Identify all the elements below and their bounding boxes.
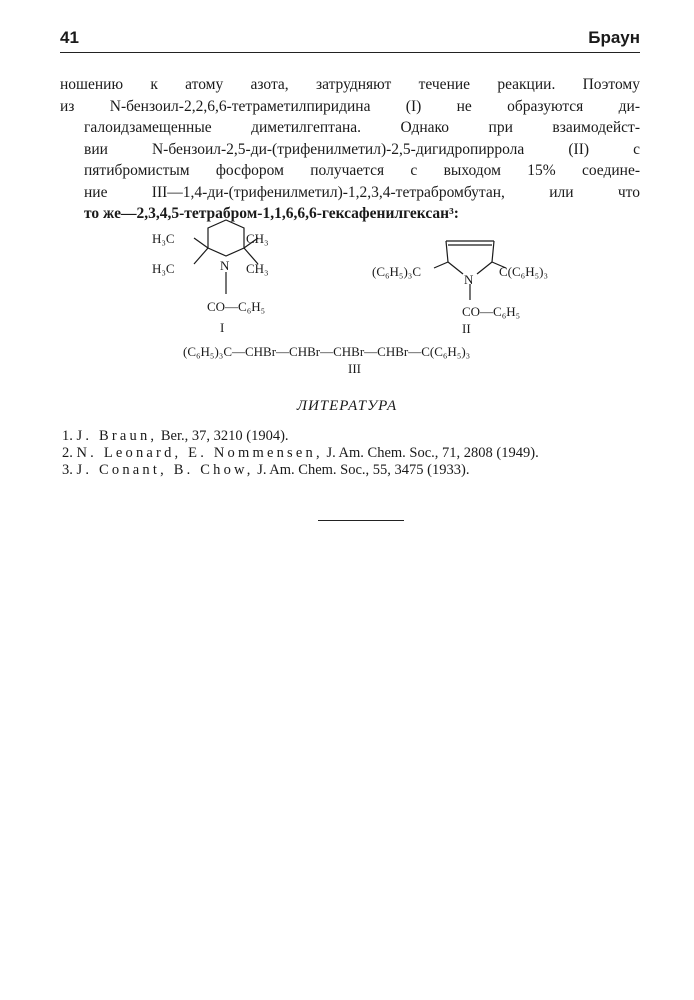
- ring-I: [208, 220, 244, 256]
- bond: [446, 241, 448, 262]
- reference-source: J. Am. Chem. Soc., 71, 2808 (1949).: [326, 445, 539, 461]
- reference-item: [62, 462, 642, 479]
- bond: [194, 238, 208, 248]
- bond: [448, 262, 463, 274]
- page-number: 41: [60, 28, 79, 47]
- reference-number: 1.: [62, 428, 73, 444]
- reference-number: 2.: [62, 445, 73, 461]
- reference-source: J. Am. Chem. Soc., 55, 3475 (1933).: [257, 462, 470, 478]
- reference-number: 3.: [62, 462, 73, 478]
- reference-author: J. Conant, B. Chow,: [76, 462, 254, 478]
- benzoyl-II: CO—C₆H₅: [462, 304, 521, 319]
- body-paragraph: [60, 74, 640, 225]
- references-list: [62, 428, 642, 479]
- h3c-top: H₃C: [152, 231, 175, 246]
- body-line: то же—2,3,4,5-тетрабром-1,1,6,6,6-гексафенилгексан³:: [84, 205, 459, 222]
- nitrogen-II: N: [464, 272, 474, 287]
- page-header: [60, 28, 640, 50]
- label-I: I: [220, 320, 225, 335]
- structure-III: [183, 344, 470, 376]
- nitrogen-I: N: [220, 258, 230, 273]
- bond: [492, 262, 506, 268]
- left-group-II: (C₆H₅)₃C: [372, 264, 421, 279]
- bond: [244, 248, 258, 264]
- reference-item: [62, 445, 642, 462]
- label-II: II: [462, 321, 471, 336]
- end-rule: [318, 520, 404, 521]
- body-line: пятибромистым фосфором получается с выходом 15% соедине-: [84, 162, 640, 179]
- label-III: III: [348, 361, 361, 376]
- ch3-top: CH₃: [246, 231, 269, 246]
- benzoyl-I: CO—C₆H₅: [207, 299, 266, 314]
- body-line: ние III—1,4-ди-(трифенилметил)-1,2,3,4-тетрабромбутан, или что: [84, 183, 640, 201]
- body-line: из N-бензоил-2,2,6,6-тетраметилпиридина (I) не образуются ди-: [60, 97, 640, 115]
- bond: [434, 262, 448, 268]
- bond: [492, 241, 494, 262]
- running-head: Браун: [588, 28, 640, 47]
- structure-II: [372, 241, 548, 336]
- ch3-bottom: CH₃: [246, 261, 269, 276]
- structure-I: [152, 220, 269, 335]
- reference-item: [62, 428, 642, 445]
- right-group-II: C(C₆H₅)₃: [499, 264, 548, 279]
- reference-author: N. Leonard, E. Nommensen,: [76, 445, 323, 461]
- reference-author: J. Braun,: [76, 428, 158, 444]
- formula-III: (C₆H₅)₃C—CHBr—CHBr—CHBr—CHBr—C(C₆H₅)₃: [183, 344, 471, 359]
- bond: [477, 262, 492, 274]
- bond: [194, 248, 208, 264]
- reference-source: Ber., 37, 3210 (1904).: [160, 428, 289, 444]
- h3c-bottom: H₃C: [152, 261, 175, 276]
- header-rule: [60, 52, 640, 53]
- bond: [244, 238, 258, 248]
- references-heading: ЛИТЕРАТУРА: [296, 398, 398, 414]
- body-line: галоидзамещенные диметилгептана. Однако при взаимодейст-: [84, 119, 640, 136]
- body-line: ношению к атому азота, затрудняют течение реакции. Поэтому: [60, 76, 640, 93]
- body-line: вии N-бензоил-2,5-ди-(трифенилметил)-2,5-дигидропиррола (II) с: [84, 140, 640, 158]
